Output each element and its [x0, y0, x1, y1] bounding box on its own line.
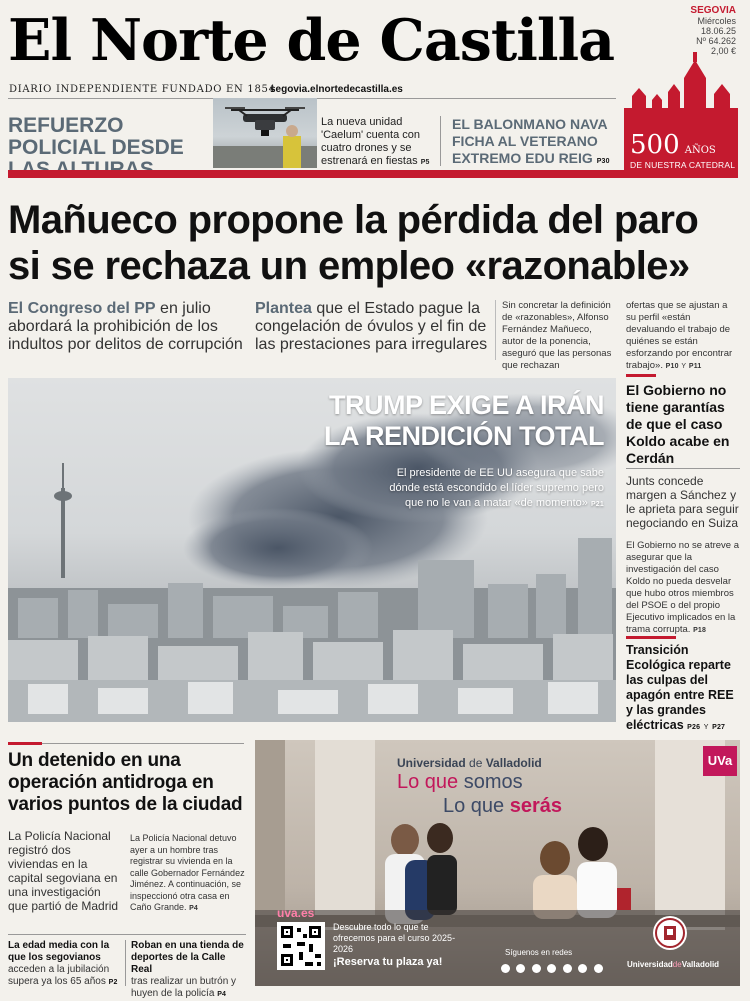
energy-ref2: P27 — [712, 724, 726, 731]
brief2-text: tras realizar un butrón y huyen de la policía — [131, 976, 237, 999]
issue-number: Nº 64.262 — [696, 36, 736, 46]
drug-col1: La Policía Nacional registró dos viviendas en la capital segoviana en una investigación que partió de Madrid — [8, 829, 119, 913]
ad-badge: UVa — [703, 746, 737, 776]
ad-university-c: Valladolid — [485, 756, 542, 770]
instagram-icon[interactable] — [501, 964, 510, 973]
university-ad[interactable] — [255, 740, 740, 986]
drone-icon — [213, 98, 317, 168]
ad-social-label: Síguenos en redes — [505, 948, 573, 957]
linkedin-icon[interactable] — [563, 964, 572, 973]
site-url[interactable]: segovia.elnortedecastilla.es — [270, 84, 403, 95]
tiktok-icon[interactable] — [594, 964, 603, 973]
drug-col2-ref: P4 — [189, 905, 199, 912]
energy-y: Y — [703, 724, 709, 731]
brief2-headline[interactable]: Roban en una tienda de deportes de la Calle Real — [131, 940, 244, 975]
teaser-left-text[interactable]: La nueva unidad 'Caelum' cuenta con cuatro drones y se estrenará en fiestas — [321, 116, 420, 167]
brief2-ref: P4 — [217, 991, 227, 998]
main-col4-text: ofertas que se ajustan a su perfil «están devaluando el trabajo de quiénes se están esforzando por encontrar trabajo». — [626, 300, 733, 371]
teaser-left-headline[interactable]: REFUERZO POLICIAL DESDE — [8, 114, 184, 159]
drug-col2: La Policía Nacional detuvo ayer a un hombre tras registrar su vivienda en la calle Gobernador Fernández Jiménez. A continuación, se inspeccionó otra casa en Caño Grande. — [130, 833, 245, 912]
edition-day: Miércoles — [697, 16, 736, 26]
ad-footer-c: Valladolid — [681, 960, 720, 969]
ad-line2-a: Lo que — [443, 795, 510, 817]
energy-headline[interactable]: Transición Ecológica reparte las culpas del apagón entre REE y las grandes eléctricas — [626, 643, 734, 732]
main-col3-text: Sin concretar la definición de «razonables», Alfonso Fernández Mañueco, autor de la ponencia, aseguró que las personas que rechazan — [502, 300, 612, 371]
photo-ref: P21 — [590, 501, 604, 508]
university-crest — [653, 916, 687, 950]
ad-footer-a: Universidad — [627, 960, 673, 969]
main-headline-1[interactable]: Mañueco propone la pérdida del paro — [8, 198, 699, 242]
social-icons[interactable] — [501, 960, 603, 978]
photo-sub: El presidente de EE UU asegura que sabe dónde está escondido el líder supremo pero que no le van a matar «de momento» — [389, 467, 604, 509]
main-col4-y: Y — [681, 363, 687, 370]
main-col2-text: que el Estado pague la congelación de óvulos y el fin de las prestaciones para irregulares — [255, 300, 488, 353]
brief1-text: acceden a la jubilación supera ya los 65 años — [8, 964, 110, 987]
x-icon[interactable] — [547, 964, 556, 973]
teaser-right-headline[interactable]: EL BALONMANO NAVA FICHA AL VETERANO EXTREMO EDU REIG — [452, 116, 608, 166]
qr-code[interactable] — [277, 922, 325, 970]
ad-university-b: de — [465, 756, 486, 770]
koldo-ref: P18 — [693, 627, 707, 634]
ad-url[interactable]: uva.es — [277, 906, 315, 920]
ad-line1-b: somos — [463, 771, 523, 793]
facebook-icon[interactable] — [516, 964, 525, 973]
koldo-headline[interactable]: El Gobierno no tiene garantías de que el caso Koldo acabe en Cerdán — [626, 382, 730, 466]
edition-date: 18.06.25 — [700, 26, 736, 36]
main-headline-2[interactable]: si se rechaza un empleo «razonable» — [8, 244, 690, 288]
edition-label: SEGOVIA — [690, 5, 736, 16]
koldo-body: El Gobierno no se atreve a asegurar que la investigación del caso Koldo no pueda desvelar que hubo otros miembros del PSOE o del propio Ejecutivo implicados en la trama corrupta. — [626, 540, 740, 635]
telegram-icon[interactable] — [578, 964, 587, 973]
brief1-headline[interactable]: La edad media con la que los segovianos — [8, 940, 110, 963]
ad-cta-text: Descubre todo lo que te ofrecemos para el curso 2025-2026 — [333, 922, 456, 954]
drone-photo[interactable] — [213, 98, 317, 168]
main-col1-lead: El Congreso del PP — [8, 300, 156, 317]
cathedral-subtitle: DE NUESTRA CATEDRAL — [630, 160, 736, 170]
drug-headline[interactable]: Un detenido en una operación antidroga en varios puntos de la ciudad — [8, 750, 243, 815]
cathedral-word: AÑOS — [684, 145, 716, 156]
junts-text[interactable]: Junts concede margen a Sánchez y le aprieta para seguir negociando en Suiza — [626, 474, 739, 530]
youtube-icon[interactable] — [532, 964, 541, 973]
tehran-photo[interactable] — [8, 378, 616, 722]
brief1-ref: P2 — [108, 979, 118, 986]
tagline: DIARIO INDEPENDIENTE FUNDADO EN 1854 — [9, 84, 276, 95]
ad-cta-button[interactable]: ¡Reserva tu plaza ya! — [333, 956, 443, 968]
teaser-left-ref: P5 — [420, 159, 430, 166]
newspaper-title: El Norte de Castilla — [8, 7, 615, 74]
ad-footer-b: de — [672, 960, 682, 969]
energy-ref1: P26 — [687, 724, 701, 731]
main-col4-ref1: P10 — [665, 363, 679, 370]
main-col1-text: en julio abordará la prohibición de los indultos por delitos de corrupción — [8, 300, 243, 353]
price: 2,00 € — [710, 46, 736, 56]
ad-university-a: Universidad — [397, 756, 466, 770]
teaser-right-ref: P30 — [596, 158, 610, 165]
photo-headline-2[interactable]: LA RENDICIÓN TOTAL — [324, 421, 604, 451]
cathedral-number: 500 — [630, 130, 680, 160]
main-col4-ref2: P11 — [688, 363, 702, 370]
crest-icon — [653, 916, 687, 950]
ad-line2-b: serás — [509, 795, 563, 817]
qr-code-icon — [277, 922, 325, 970]
photo-headline-1[interactable]: TRUMP EXIGE A IRÁN — [328, 390, 604, 420]
main-col2-lead: Plantea — [255, 300, 312, 317]
ad-line1-a: Lo que — [397, 771, 464, 793]
cathedral-promo[interactable] — [624, 50, 738, 176]
